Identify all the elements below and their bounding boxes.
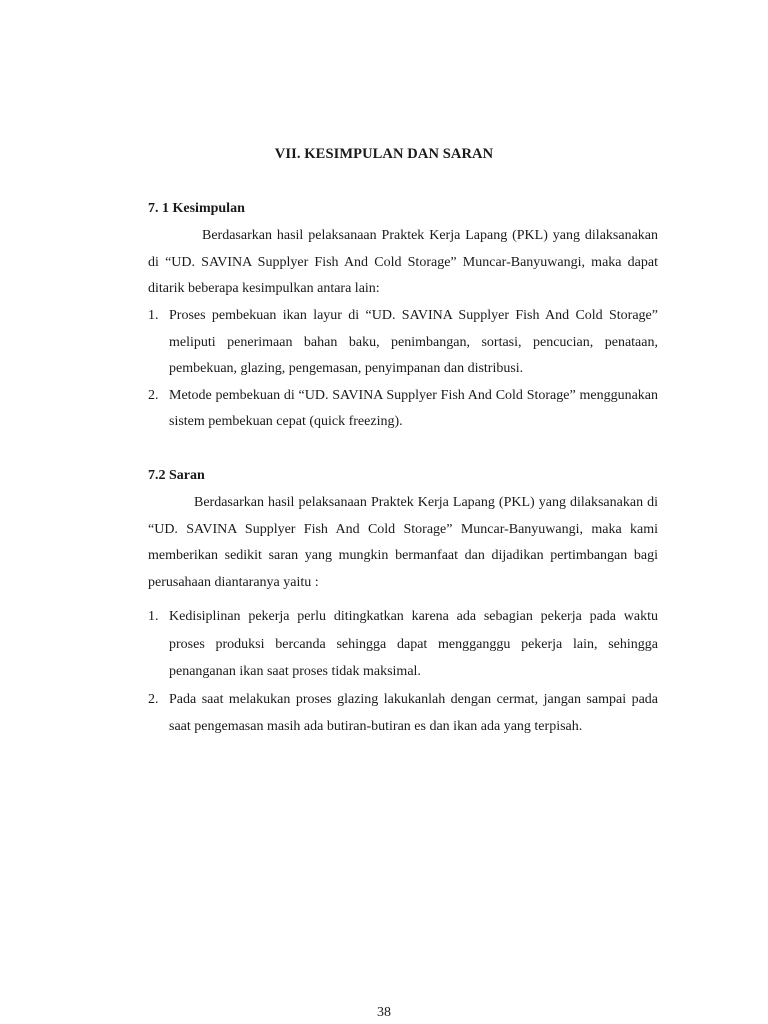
list-item-number: 1.	[148, 308, 159, 323]
list-item-text: Kedisiplinan pekerja perlu ditingkatkan karena ada sebagian pekerja pada waktu proses produksi bercanda sehingga dapat mengganggu pekerja lain, sehingga penanganan ikan saat proses tidak maksimal.	[169, 609, 658, 679]
section-heading-kesimpulan: 7. 1 Kesimpulan	[148, 201, 245, 216]
kesimpulan-intro-paragraph: Berdasarkan hasil pelaksanaan Praktek Kerja Lapang (PKL) yang dilaksanakan di “UD. SAVINA Supplyer Fish And Cold Storage” Muncar-Banyuwangi, maka dapat ditarik beberapa kesimpulkan antara lain:	[148, 228, 658, 296]
list-item	[148, 686, 658, 741]
list-item	[148, 383, 658, 436]
saran-intro-paragraph: Berdasarkan hasil pelaksanaan Praktek Kerja Lapang (PKL) yang dilaksanakan di “UD. SAVINA Supplyer Fish And Cold Storage” Muncar-Banyuwangi, maka kami memberikan sedikit saran yang mungkin bermanfaat dan dijadikan pertimbangan bagi perusahaan diantaranya yaitu :	[148, 495, 658, 590]
list-item	[148, 303, 658, 383]
list-item-number: 1.	[148, 609, 159, 624]
list-item-text: Metode pembekuan di “UD. SAVINA Supplyer Fish And Cold Storage” menggunakan sistem pembekuan cepat (quick freezing).	[169, 387, 658, 429]
section-heading-saran: 7.2 Saran	[148, 468, 205, 483]
saran-list	[148, 603, 658, 741]
chapter-title: VII. KESIMPULAN DAN SARAN	[274, 146, 494, 162]
list-item	[148, 603, 658, 686]
list-item-number: 2.	[148, 691, 159, 707]
list-item-number: 2.	[148, 387, 159, 403]
list-item-text: Pada saat melakukan proses glazing lakukanlah dengan cermat, jangan sampai pada saat pengemasan masih ada butiran-butiran es dan ikan ada yang terpisah.	[169, 691, 658, 734]
kesimpulan-list	[148, 303, 658, 436]
list-item-text: Proses pembekuan ikan layur di “UD. SAVINA Supplyer Fish And Cold Storage” meliputi penerimaan bahan baku, penimbangan, sortasi, pencucian, penataan, pembekuan, glazing, pengemasan, penyimpanan dan distribusi.	[169, 308, 658, 376]
page-number: 38	[377, 1005, 391, 1020]
